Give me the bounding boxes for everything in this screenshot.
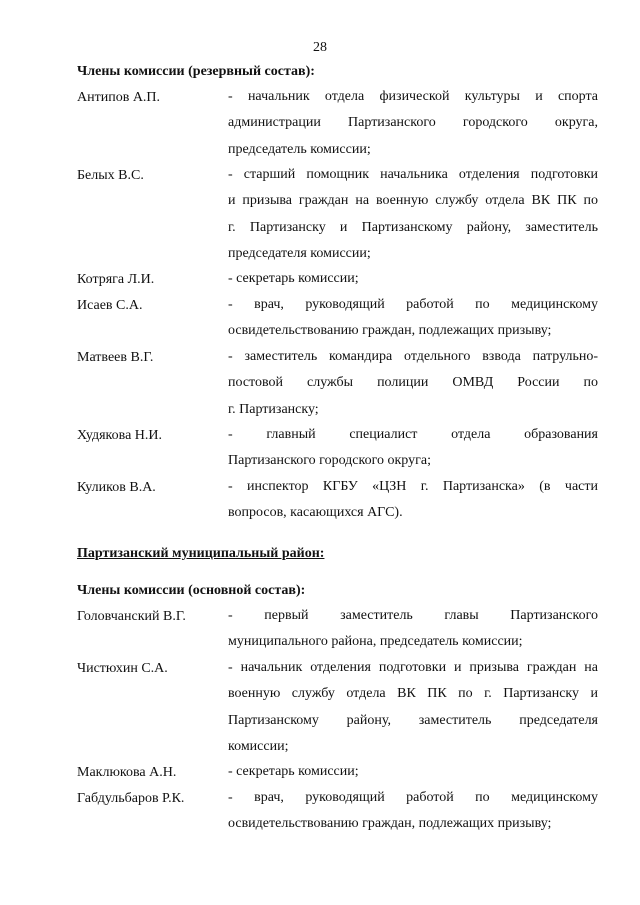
page-number: 28: [313, 40, 327, 55]
role-line: муниципального района, председатель комиссии;: [228, 634, 523, 650]
role-line: - инспектор КГБУ «ЦЗН г. Партизанска» (в части: [228, 479, 598, 494]
reserve-member-name: Исаев С.А.: [77, 298, 143, 313]
section-heading-main: Члены комиссии (основной состав):: [77, 583, 306, 598]
role-line: - врач, руководящий работой по медицинскому: [228, 790, 598, 805]
reserve-member-role: [228, 162, 598, 267]
reserve-member-role: [228, 84, 598, 163]
reserve-member-role: [228, 474, 598, 527]
role-line: - секретарь комиссии;: [228, 764, 359, 779]
main-member-role: [228, 655, 598, 760]
reserve-member-name: Куликов В.А.: [77, 480, 156, 495]
reserve-member-name: Котряга Л.И.: [77, 272, 155, 287]
main-member-role: [228, 785, 598, 838]
reserve-member-name: Антипов А.П.: [77, 90, 161, 105]
role-line: - секретарь комиссии;: [228, 271, 359, 286]
role-line: военную службу отдела ВК ПК по г. Партизанску и: [228, 686, 598, 702]
reserve-member-role: [228, 422, 598, 475]
section-heading-reserve: Члены комиссии (резервный состав):: [77, 64, 315, 79]
reserve-member-role: [228, 292, 598, 345]
main-member-name: Маклюкова А.Н.: [77, 765, 177, 780]
main-member-name: Головчанский В.Г.: [77, 609, 186, 624]
role-line: освидетельствованию граждан, подлежащих призыву;: [228, 816, 552, 832]
main-member-name: Чистюхин С.А.: [77, 661, 168, 676]
role-line: - врач, руководящий работой по медицинскому: [228, 297, 598, 312]
role-line: - главный специалист отдела образования: [228, 427, 598, 442]
role-line: председатель комиссии;: [228, 141, 371, 157]
reserve-member-role: [228, 344, 598, 423]
role-line: и призыва граждан на военную службу отдела ВК ПК по: [228, 193, 598, 209]
role-line: Партизанскому району, заместитель председателя: [228, 712, 598, 728]
role-line: администрации Партизанского городского округа,: [228, 115, 598, 131]
role-line: - начальник отдела физической культуры и спорта: [228, 89, 598, 104]
reserve-member-name: Худякова Н.И.: [77, 428, 163, 443]
role-line: постовой службы полиции ОМВД России по: [228, 375, 598, 391]
role-line: - старший помощник начальника отделения подготовки: [228, 167, 598, 182]
role-line: вопросов, касающихся АГС).: [228, 505, 403, 521]
reserve-member-role: [228, 266, 598, 292]
role-line: председателя комиссии;: [228, 245, 371, 261]
main-member-role: [228, 759, 598, 785]
role-line: г. Партизанску;: [228, 401, 319, 417]
role-line: освидетельствованию граждан, подлежащих призыву;: [228, 323, 552, 339]
role-line: г. Партизанску и Партизанскому району, заместитель: [228, 219, 598, 235]
main-member-name: Габдульбаров Р.К.: [77, 791, 185, 806]
district-heading: Партизанский муниципальный район:: [77, 546, 325, 561]
main-member-role: [228, 603, 598, 656]
role-line: Партизанского городского округа;: [228, 453, 431, 469]
reserve-member-name: Матвеев В.Г.: [77, 350, 154, 365]
role-line: комиссии;: [228, 738, 289, 754]
reserve-member-name: Белых В.С.: [77, 168, 144, 183]
role-line: - заместитель командира отдельного взвода патрульно-: [228, 349, 598, 364]
role-line: - начальник отделения подготовки и призыва граждан на: [228, 660, 598, 675]
role-line: - первый заместитель главы Партизанского: [228, 608, 598, 623]
